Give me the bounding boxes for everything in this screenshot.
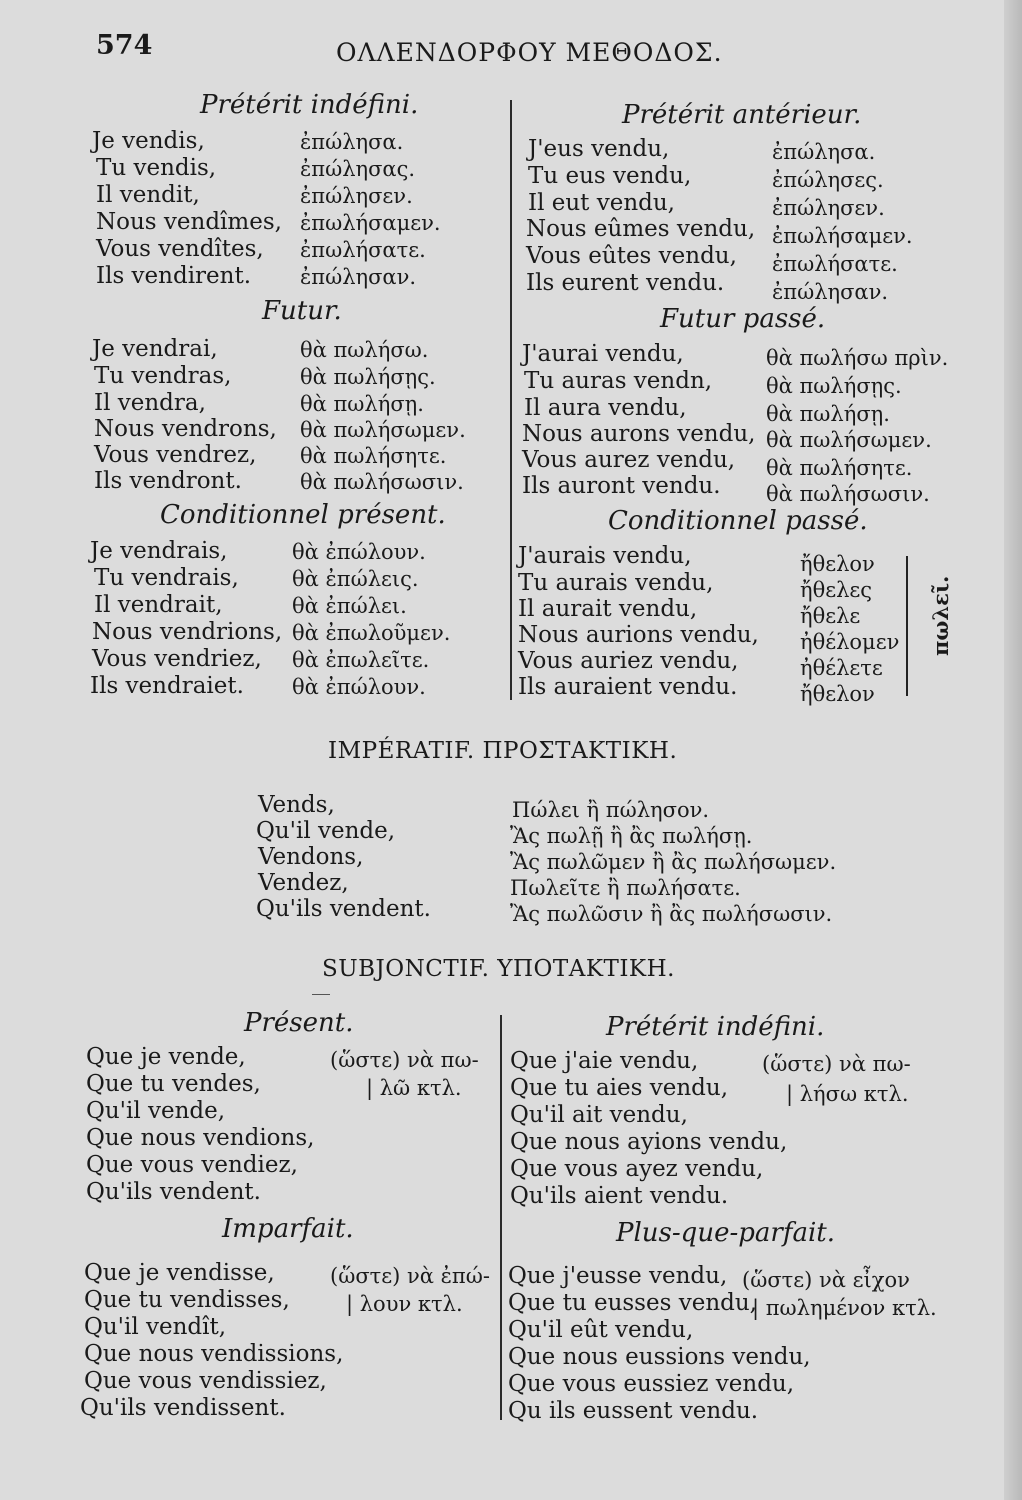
gr-form: θὰ πωλήσῃς. [300, 365, 436, 389]
gr-form: θὰ πωλήσῃ. [300, 392, 424, 416]
fr-form: Que je vende, [86, 1044, 246, 1070]
fr-form: Nous aurions vendu, [518, 622, 759, 648]
fr-form: J'eus vendu, [528, 136, 670, 162]
fr-form: Vous auriez vendu, [518, 648, 739, 674]
fr-form: Que tu aies vendu, [510, 1075, 729, 1101]
gr-form: ἠθέλετε [800, 656, 883, 680]
gr-form: ἐπώλησα. [300, 130, 404, 154]
gr-form: ἤθελες [800, 578, 873, 602]
fr-form: Vous vendrez, [94, 442, 257, 468]
gr-form: θὰ πωλήσωμεν. [766, 428, 932, 452]
gr-form: ἐπώλησαν. [300, 265, 417, 289]
gr-form: Ἂς πωλῇ ἢ ἂς πωλήσῃ. [510, 824, 753, 848]
fr-form: Ils auront vendu. [522, 473, 721, 499]
gr-form: ἐπώλησας. [300, 157, 416, 181]
gr-form: ἠθέλομεν [800, 630, 900, 654]
fr-form: Qu'ils aient vendu. [510, 1183, 729, 1209]
fr-form: Tu vendrais, [94, 565, 239, 591]
fr-form: Il vendit, [96, 182, 200, 208]
section-title-sub-preterit: Prétérit indéfini. [606, 1012, 825, 1042]
fr-form: Que vous vendiez, [86, 1152, 298, 1178]
gr-form: θὰ πωλήσητε. [300, 444, 447, 468]
section-title-futur: Futur. [262, 296, 342, 326]
gr-form: θὰ ἐπώλει. [292, 594, 407, 618]
greek-note: (ὥστε) νὰ εἶχον [742, 1268, 910, 1292]
fr-form: Nous eûmes vendu, [526, 216, 756, 242]
fr-form: Que tu vendisses, [84, 1287, 290, 1313]
greek-note: | λουν κτλ. [346, 1292, 463, 1316]
gr-form: Ἂς πωλῶσιν ἢ ἂς πωλήσωσιν. [510, 902, 833, 926]
gr-form: θὰ πωλήσωσιν. [766, 482, 930, 506]
fr-form: Il aura vendu, [524, 395, 687, 421]
fr-form: Ils vendirent. [96, 263, 252, 289]
fr-form: Nous vendîmes, [96, 209, 282, 235]
fr-form: Que j'eusse vendu, [508, 1263, 728, 1289]
gr-form: ἤθελε [800, 604, 861, 628]
gr-form: θὰ πωλήσω πρὶν. [766, 346, 949, 370]
gr-form: θὰ πωλήσω. [300, 338, 429, 362]
gr-form: ἐπώλησεν. [300, 184, 413, 208]
fr-form: Que nous eussions vendu, [508, 1344, 811, 1370]
gr-form: θὰ ἐπώλουν. [292, 675, 426, 699]
fr-form: Il eut vendu, [528, 190, 675, 216]
greek-note: (ὥστε) νὰ πω- [762, 1052, 911, 1076]
fr-form: Que vous ayez vendu, [510, 1156, 764, 1182]
greek-note: (ὥστε) νὰ ἐπώ- [330, 1264, 490, 1288]
mood-heading-subjonctif: SUBJONCTIF. ΥΠΟΤΑΚΤΙΚΗ. [322, 956, 675, 982]
fr-form: Qu'il vendît, [84, 1314, 227, 1340]
fr-form: Il aurait vendu, [518, 596, 698, 622]
fr-form: Je vendis, [92, 128, 205, 154]
section-title-preterit-indefini: Prétérit indéfini. [200, 90, 419, 120]
gr-form: θὰ πωλήσητε. [766, 456, 913, 480]
fr-form: Qu ils eussent vendu. [508, 1398, 759, 1424]
fr-form: Ils vendront. [94, 468, 242, 494]
fr-form: Vous vendîtes, [96, 236, 264, 262]
fr-form: Que tu eusses vendu, [508, 1290, 757, 1316]
gr-form: ἐπώλησαν. [772, 280, 889, 304]
fr-form: Que nous vendions, [86, 1125, 315, 1151]
page-number: 574 [96, 30, 153, 61]
fr-form: Tu aurais vendu, [518, 570, 714, 596]
fr-form: Qu'ils vendent. [256, 896, 431, 922]
gr-form: Ἂς πωλῶμεν ἢ ἂς πωλήσωμεν. [510, 850, 837, 874]
fr-form: J'aurais vendu, [518, 543, 692, 569]
side-word-poulei: πωλεῖ. [928, 575, 953, 656]
fr-form: Vous aurez vendu, [522, 447, 736, 473]
fr-form: Qu'il vende, [256, 818, 396, 844]
fr-form: Tu vendis, [96, 155, 217, 181]
fr-form: Nous aurons vendu, [522, 421, 756, 447]
column-divider-bottom [500, 1015, 502, 1420]
section-title-sub-plusque: Plus-que-parfait. [616, 1218, 835, 1248]
brace-right [906, 556, 908, 696]
fr-form: Vends, [258, 792, 335, 818]
fr-form: Que nous vendissions, [84, 1341, 344, 1367]
fr-form: Que j'aie vendu, [510, 1048, 699, 1074]
fr-form: Je vendrai, [92, 336, 218, 362]
fr-form: Qu'il vende, [86, 1098, 226, 1124]
gr-form: ἐπωλήσαμεν. [772, 224, 913, 248]
fr-form: Tu eus vendu, [528, 163, 692, 189]
mood-heading-imperatif: IMPÉRATIF. ΠΡΟΣΤΑΚΤΙΚΗ. [328, 738, 678, 764]
gr-form: ἤθελον [800, 682, 875, 706]
section-title-preterit-anterieur: Prétérit antérieur. [622, 100, 862, 130]
gr-form: θὰ ἐπωλεῖτε. [292, 648, 430, 672]
gr-form: θὰ ἐπώλουν. [292, 540, 426, 564]
fr-form: Que vous vendissiez, [84, 1368, 327, 1394]
greek-note: | πωλημένον κτλ. [752, 1296, 937, 1320]
gr-form: ἐπωλήσατε. [300, 238, 426, 262]
fr-form: Nous vendrions, [92, 619, 283, 645]
gr-form: Πωλεῖτε ἢ πωλήσατε. [510, 876, 741, 900]
gr-form: ἐπώλησες. [772, 168, 884, 192]
gr-form: θὰ ἐπωλοῦμεν. [292, 621, 451, 645]
column-divider-top [510, 100, 512, 700]
page-gutter-shadow [1004, 0, 1022, 1500]
gr-form: θὰ πωλήσῃς. [766, 374, 902, 398]
fr-form: Qu'il eût vendu, [508, 1317, 694, 1343]
greek-note: (ὥστε) νὰ πω- [330, 1048, 479, 1072]
fr-form: Tu vendras, [94, 363, 232, 389]
gr-form: ἐπώλησεν. [772, 196, 885, 220]
gr-form: θὰ πωλήσωσιν. [300, 470, 464, 494]
greek-note: | λήσω κτλ. [786, 1082, 909, 1106]
fr-form: Vendons, [258, 844, 364, 870]
fr-form: Qu'ils vendissent. [80, 1395, 286, 1421]
section-title-conditionnel-passe: Conditionnel passé. [608, 506, 868, 536]
fr-form: Il vendra, [94, 390, 206, 416]
fr-form: Vous eûtes vendu, [526, 243, 737, 269]
gr-form: ἐπωλήσατε. [772, 252, 898, 276]
gr-form: Πώλει ἢ πώλησον. [512, 798, 710, 822]
section-title-sub-present: Présent. [244, 1008, 354, 1038]
divider-dash [312, 994, 330, 995]
fr-form: Qu'ils vendent. [86, 1179, 261, 1205]
fr-form: Que nous ayions vendu, [510, 1129, 788, 1155]
fr-form: Ils vendraiet. [90, 673, 244, 699]
section-title-sub-imparfait: Imparfait. [222, 1214, 354, 1244]
gr-form: θὰ ἐπώλεις. [292, 567, 419, 591]
fr-form: Que je vendisse, [84, 1260, 275, 1286]
fr-form: Ils eurent vendu. [526, 270, 725, 296]
fr-form: Que vous eussiez vendu, [508, 1371, 795, 1397]
greek-note: | λῶ κτλ. [366, 1076, 462, 1100]
gr-form: θὰ πωλήσῃ. [766, 402, 890, 426]
gr-form: ἤθελον [800, 552, 875, 576]
section-title-conditionnel-present: Conditionnel présent. [160, 500, 446, 530]
running-head: ΟΛΛΕΝΔΟΡΦΟΥ ΜΕΘΟΔΟΣ. [336, 38, 723, 67]
fr-form: Vendez, [258, 870, 349, 896]
fr-form: Qu'il ait vendu, [510, 1102, 688, 1128]
section-title-futur-passe: Futur passé. [660, 304, 826, 334]
gr-form: ἐπώλησα. [772, 140, 876, 164]
fr-form: J'aurai vendu, [522, 341, 684, 367]
gr-form: ἐπωλήσαμεν. [300, 211, 441, 235]
gr-form: θὰ πωλήσωμεν. [300, 418, 466, 442]
fr-form: Il vendrait, [94, 592, 223, 618]
fr-form: Nous vendrons, [94, 416, 277, 442]
fr-form: Je vendrais, [90, 538, 228, 564]
fr-form: Que tu vendes, [86, 1071, 261, 1097]
fr-form: Ils auraient vendu. [518, 674, 738, 700]
fr-form: Tu auras vendn, [524, 368, 713, 394]
fr-form: Vous vendriez, [92, 646, 262, 672]
